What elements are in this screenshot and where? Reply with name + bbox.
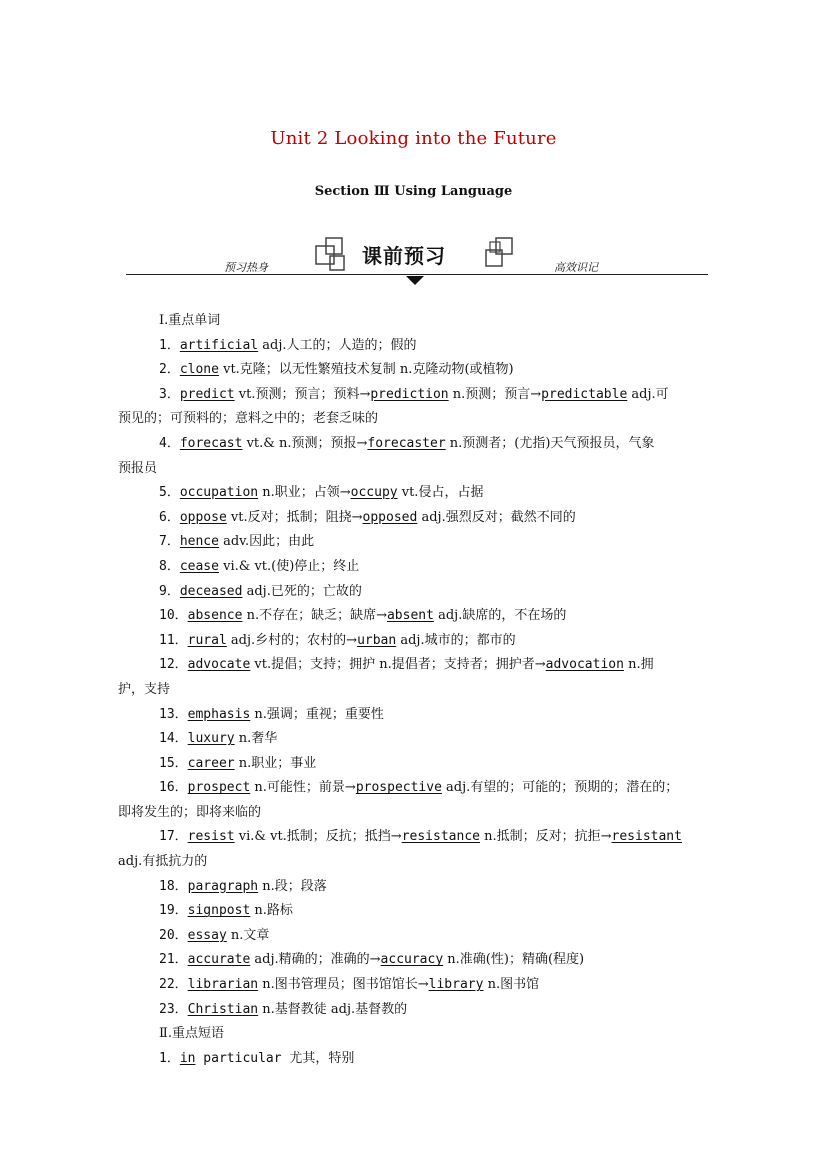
list-item: 9．deceased adj.已死的；亡故的 xyxy=(159,583,362,599)
list-item: 15．career n.职业；事业 xyxy=(159,755,317,771)
right-squares-icon xyxy=(482,236,516,272)
list-item: 10．absence n.不存在；缺乏；缺席→absent adj.缺席的，不在场的 xyxy=(159,608,567,624)
banner-main-text: 课前预习 xyxy=(362,244,446,268)
list-item: 2．clone vt.克隆；以无性繁殖技术复制 n.克隆动物(或植物) xyxy=(159,362,514,378)
list-item-continued: 预报员 xyxy=(118,460,158,476)
preview-banner xyxy=(126,232,708,290)
list-item-continued: 护，支持 xyxy=(118,681,171,697)
banner-rule xyxy=(126,274,708,275)
left-squares-icon xyxy=(314,236,348,272)
section-heading-phrases: Ⅱ.重点短语 xyxy=(159,1026,224,1042)
list-item-continued: 预见的；可预料的；意料之中的；老套乏味的 xyxy=(118,411,379,427)
list-item: 20．essay n.文章 xyxy=(159,927,270,943)
list-item-continued: 即将发生的；即将来临的 xyxy=(118,804,262,820)
section-subtitle: Section Ⅲ Using Language xyxy=(314,184,513,199)
list-item: 16．prospect n.可能性；前景→prospective adj.有望的；可能的；预期的；潜在的； xyxy=(159,780,679,796)
list-item: 14．luxury n.奢华 xyxy=(159,731,278,747)
list-item: 7．hence adv.因此；由此 xyxy=(159,534,315,550)
list-item: 11．rural adj.乡村的；农村的→urban adj.城市的；都市的 xyxy=(159,632,516,648)
list-item: 23．Christian n.基督教徒 adj.基督教的 xyxy=(159,1001,408,1017)
list-item-continued: adj.有抵抗力的 xyxy=(118,854,208,870)
banner-arrow-icon xyxy=(406,276,424,285)
list-item: 4．forecast vt.& n.预测；预报→forecaster n.预测者；(尤指)天气预报员，气象 xyxy=(159,435,655,451)
list-item: 13．emphasis n.强调；重视；重要性 xyxy=(159,706,384,722)
list-item: 1．in particular 尤其，特别 xyxy=(159,1050,355,1066)
list-item: 6．oppose vt.反对；抵制；阻挠→opposed adj.强烈反对；截然不同的 xyxy=(159,509,576,525)
list-item: 12．advocate vt.提倡；支持；拥护 n.提倡者；支持者；拥护者→advocation n.拥 xyxy=(159,657,654,673)
list-item: 3．predict vt.预测；预言；预料→prediction n.预测；预言→predictable adj.可 xyxy=(159,386,669,402)
banner-left-text: 预习热身 xyxy=(224,261,268,274)
list-item: 17．resist vi.& vt.抵制；反抗；抵挡→resistance n.抵制；反对；抗拒→resistant xyxy=(159,829,682,845)
list-item: 21．accurate adj.精确的；准确的→accuracy n.准确(性)；精确(程度) xyxy=(159,952,585,968)
list-item: 8．cease vi.& vt.(使)停止；终止 xyxy=(159,558,360,574)
list-item: 18．paragraph n.段；段落 xyxy=(159,878,327,894)
list-item: 22．librarian n.图书管理员；图书馆馆长→library n.图书馆 xyxy=(159,977,540,993)
unit-title: Unit 2 Looking into the Future xyxy=(270,128,557,149)
list-item: 19．signpost n.路标 xyxy=(159,903,293,919)
banner-right-text: 高效识记 xyxy=(554,261,598,274)
vocab-content xyxy=(118,309,712,1071)
list-item: 1．artificial adj.人工的；人造的；假的 xyxy=(159,337,417,353)
list-item: 5．occupation n.职业；占领→occupy vt.侵占，占据 xyxy=(159,485,484,501)
section-heading-words: Ⅰ.重点单词 xyxy=(159,313,221,328)
